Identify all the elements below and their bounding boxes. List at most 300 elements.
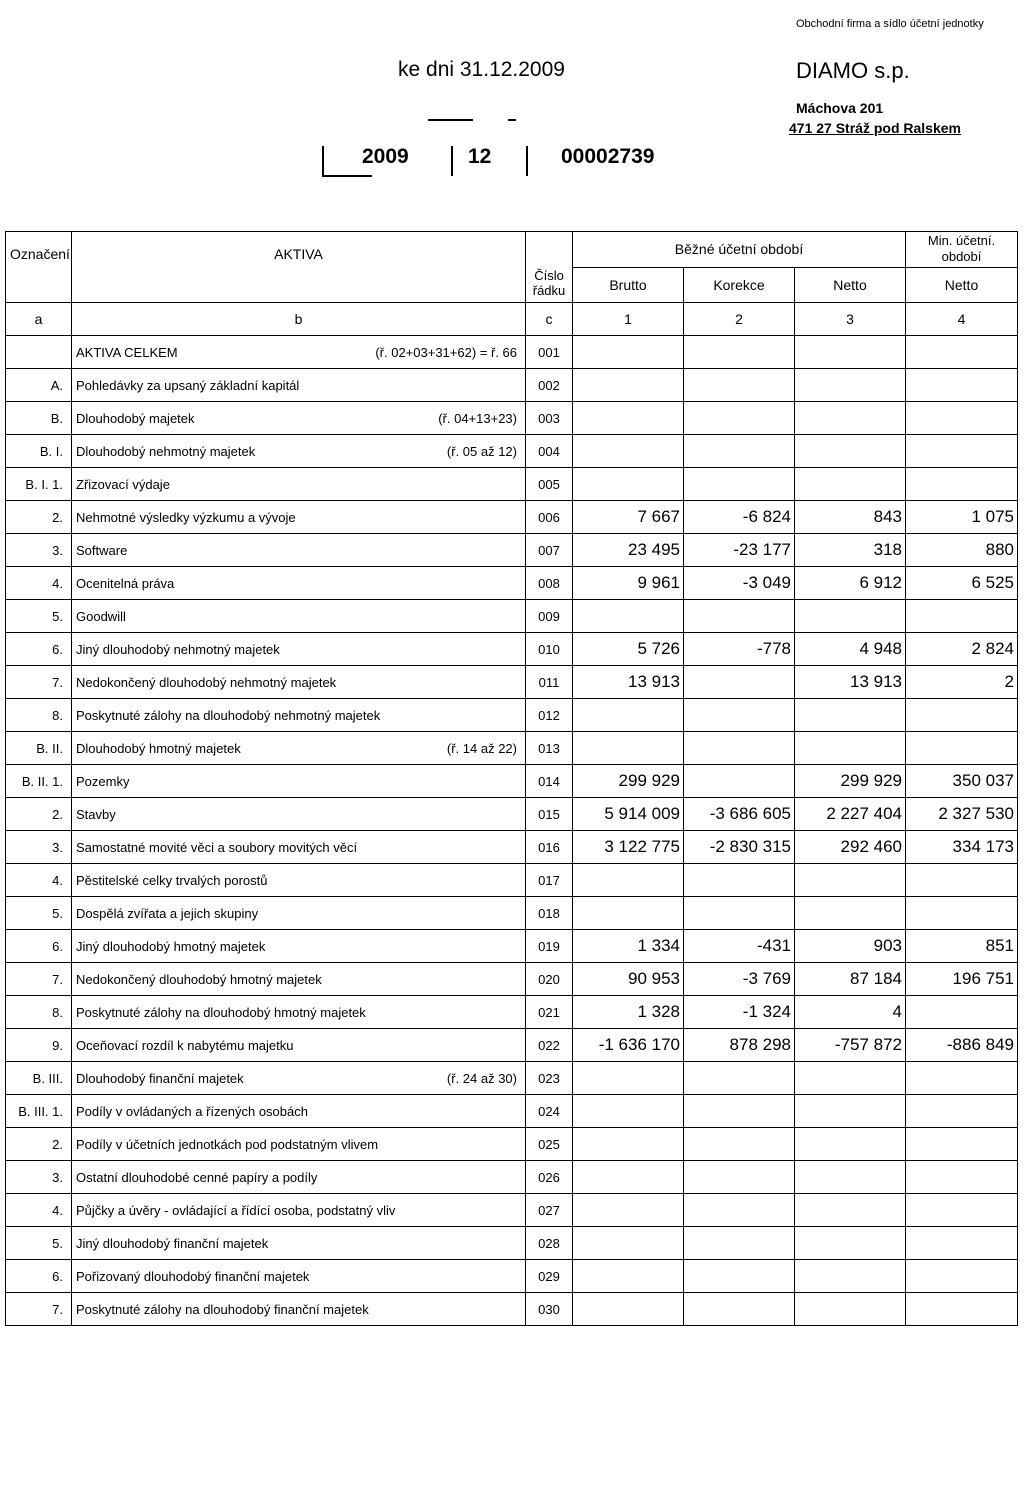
row-netto-prior: 2 — [906, 666, 1018, 699]
row-label-text: Dlouhodobý hmotný majetek — [76, 740, 241, 756]
row-code: 2. — [6, 1128, 72, 1161]
table-row — [6, 831, 1018, 864]
row-korekce: -2 830 315 — [684, 831, 795, 864]
row-code: 4. — [6, 1194, 72, 1227]
row-label — [72, 534, 526, 567]
id-ico: 00002739 — [561, 145, 655, 168]
row-number: 013 — [526, 732, 573, 765]
table-row — [6, 369, 1018, 402]
row-label — [72, 1194, 526, 1227]
id-month: 12 — [468, 145, 492, 168]
row-netto-prior — [906, 1128, 1018, 1161]
row-number: 002 — [526, 369, 573, 402]
table-row — [6, 1095, 1018, 1128]
row-number: 009 — [526, 600, 573, 633]
row-korekce — [684, 1161, 795, 1194]
table-row — [6, 930, 1018, 963]
row-netto-prior — [906, 732, 1018, 765]
row-netto — [795, 732, 906, 765]
table-row — [6, 1062, 1018, 1095]
table-row — [6, 1260, 1018, 1293]
table-row — [6, 534, 1018, 567]
id-box-bottom-border — [322, 175, 372, 177]
header-num-4: 4 — [906, 303, 1018, 336]
row-netto: 6 912 — [795, 567, 906, 600]
row-brutto — [573, 600, 684, 633]
row-code: B. I. 1. — [6, 468, 72, 501]
row-netto: 903 — [795, 930, 906, 963]
header-bezne-obdobi: Běžné účetní období — [573, 232, 906, 268]
row-korekce — [684, 1062, 795, 1095]
firm-name: DIAMO s.p. — [796, 58, 910, 83]
row-number: 030 — [526, 1293, 573, 1326]
row-korekce: -3 769 — [684, 963, 795, 996]
table-row — [6, 996, 1018, 1029]
row-brutto — [573, 864, 684, 897]
row-label-text: Oceňovací rozdíl k nabytému majetku — [76, 1037, 294, 1053]
id-year: 2009 — [362, 145, 409, 168]
row-code: 3. — [6, 1161, 72, 1194]
row-code: A. — [6, 369, 72, 402]
row-netto-prior — [906, 1095, 1018, 1128]
firm-street: Máchova 201 — [796, 100, 884, 116]
table-row — [6, 501, 1018, 534]
row-label — [72, 336, 526, 369]
row-netto: 87 184 — [795, 963, 906, 996]
row-netto-prior: 350 037 — [906, 765, 1018, 798]
row-netto — [795, 600, 906, 633]
row-code: B. II. — [6, 732, 72, 765]
row-netto-prior — [906, 1194, 1018, 1227]
row-label-text: Půjčky a úvěry - ovládající a řídící osoba, podstatný vliv — [76, 1202, 396, 1218]
row-label — [72, 501, 526, 534]
row-korekce — [684, 897, 795, 930]
row-brutto: 90 953 — [573, 963, 684, 996]
row-brutto: 5 726 — [573, 633, 684, 666]
row-korekce: -778 — [684, 633, 795, 666]
id-box-left-border — [322, 146, 324, 176]
row-label-text: Podíly v ovládaných a řízených osobách — [76, 1103, 308, 1119]
row-number: 006 — [526, 501, 573, 534]
row-netto: 292 460 — [795, 831, 906, 864]
row-code: 3. — [6, 831, 72, 864]
row-label-text: Zřizovací výdaje — [76, 476, 170, 492]
table-row — [6, 765, 1018, 798]
row-brutto — [573, 699, 684, 732]
table-row — [6, 435, 1018, 468]
row-korekce — [684, 336, 795, 369]
row-netto-prior — [906, 600, 1018, 633]
row-formula: (ř. 24 až 30) — [446, 1070, 517, 1086]
header-aktiva: AKTIVA — [72, 232, 526, 303]
row-label — [72, 1293, 526, 1326]
row-netto-prior — [906, 996, 1018, 1029]
row-netto — [795, 699, 906, 732]
row-label-text: Dlouhodobý finanční majetek — [76, 1070, 244, 1086]
id-box-top-mark — [428, 119, 473, 121]
row-korekce — [684, 1194, 795, 1227]
row-netto-prior: -886 849 — [906, 1029, 1018, 1062]
row-netto-prior — [906, 435, 1018, 468]
row-label-text: Poskytnuté zálohy na dlouhodobý nehmotný majetek — [76, 707, 381, 723]
row-number: 029 — [526, 1260, 573, 1293]
row-korekce: -1 324 — [684, 996, 795, 1029]
row-netto: 13 913 — [795, 666, 906, 699]
row-korekce: -23 177 — [684, 534, 795, 567]
row-brutto: 13 913 — [573, 666, 684, 699]
row-label — [72, 930, 526, 963]
row-label-text: Jiný dlouhodobý hmotný majetek — [76, 938, 266, 954]
row-netto-prior: 880 — [906, 534, 1018, 567]
row-netto — [795, 1128, 906, 1161]
row-number: 005 — [526, 468, 573, 501]
firm-city: 471 27 Stráž pod Ralskem — [789, 120, 961, 136]
row-label — [72, 765, 526, 798]
header-brutto: Brutto — [573, 267, 684, 303]
row-code: 6. — [6, 633, 72, 666]
row-label — [72, 1161, 526, 1194]
row-netto: 4 948 — [795, 633, 906, 666]
header-korekce: Korekce — [684, 267, 795, 303]
row-netto — [795, 1095, 906, 1128]
row-netto-prior — [906, 1260, 1018, 1293]
row-korekce — [684, 1128, 795, 1161]
row-code: 3. — [6, 534, 72, 567]
row-number: 001 — [526, 336, 573, 369]
row-netto-prior — [906, 864, 1018, 897]
row-code: 7. — [6, 1293, 72, 1326]
row-number: 017 — [526, 864, 573, 897]
row-korekce — [684, 1227, 795, 1260]
row-netto — [795, 1194, 906, 1227]
row-code: 5. — [6, 1227, 72, 1260]
row-code: 8. — [6, 699, 72, 732]
row-korekce: -3 049 — [684, 567, 795, 600]
row-code: 4. — [6, 567, 72, 600]
row-korekce: 878 298 — [684, 1029, 795, 1062]
row-label — [72, 1128, 526, 1161]
row-label — [72, 1029, 526, 1062]
row-brutto: 5 914 009 — [573, 798, 684, 831]
row-code: 5. — [6, 897, 72, 930]
row-netto: 2 227 404 — [795, 798, 906, 831]
row-netto — [795, 1062, 906, 1095]
row-code: 7. — [6, 963, 72, 996]
table-row — [6, 567, 1018, 600]
row-label-text: Ostatní dlouhodobé cenné papíry a podíly — [76, 1169, 318, 1185]
row-number: 003 — [526, 402, 573, 435]
row-netto — [795, 1260, 906, 1293]
row-korekce — [684, 369, 795, 402]
row-formula: (ř. 14 až 22) — [446, 740, 517, 756]
row-code: B. II. 1. — [6, 765, 72, 798]
row-label — [72, 1062, 526, 1095]
row-korekce: -431 — [684, 930, 795, 963]
row-number: 008 — [526, 567, 573, 600]
row-number: 007 — [526, 534, 573, 567]
row-netto-prior — [906, 897, 1018, 930]
row-brutto — [573, 897, 684, 930]
row-number: 022 — [526, 1029, 573, 1062]
row-label-text: Dospělá zvířata a jejich skupiny — [76, 905, 259, 921]
table-row — [6, 732, 1018, 765]
row-netto-prior: 334 173 — [906, 831, 1018, 864]
row-label — [72, 699, 526, 732]
id-box-top-dash — [508, 119, 516, 121]
row-brutto — [573, 1128, 684, 1161]
row-netto: 299 929 — [795, 765, 906, 798]
row-number: 020 — [526, 963, 573, 996]
row-brutto: 3 122 775 — [573, 831, 684, 864]
row-code: 2. — [6, 501, 72, 534]
header-letter-a: a — [6, 303, 72, 336]
table-row — [6, 1161, 1018, 1194]
row-label-text: Nedokončený dlouhodobý nehmotný majetek — [76, 674, 337, 690]
row-netto-prior — [906, 1293, 1018, 1326]
row-korekce — [684, 435, 795, 468]
row-label-text: Pěstitelské celky trvalých porostů — [76, 872, 268, 888]
header-letter-c: c — [526, 303, 573, 336]
table-row — [6, 1194, 1018, 1227]
row-netto-prior: 851 — [906, 930, 1018, 963]
row-number: 014 — [526, 765, 573, 798]
row-netto — [795, 336, 906, 369]
row-netto-prior — [906, 369, 1018, 402]
row-brutto — [573, 1095, 684, 1128]
row-korekce: -6 824 — [684, 501, 795, 534]
id-box-divider-2 — [526, 146, 528, 176]
row-brutto: 23 495 — [573, 534, 684, 567]
row-korekce — [684, 699, 795, 732]
row-label — [72, 369, 526, 402]
row-netto: 318 — [795, 534, 906, 567]
header-letter-b: b — [72, 303, 526, 336]
table-row — [6, 798, 1018, 831]
row-number: 019 — [526, 930, 573, 963]
row-korekce: -3 686 605 — [684, 798, 795, 831]
row-label-text: Poskytnuté zálohy na dlouhodobý hmotný majetek — [76, 1004, 366, 1020]
row-korekce — [684, 765, 795, 798]
row-label — [72, 798, 526, 831]
row-label-text: Dlouhodobý nehmotný majetek — [76, 443, 256, 459]
table-row — [6, 666, 1018, 699]
row-label-text: Pozemky — [76, 773, 130, 789]
row-brutto — [573, 1260, 684, 1293]
row-label — [72, 732, 526, 765]
row-code: 4. — [6, 864, 72, 897]
row-brutto: 7 667 — [573, 501, 684, 534]
row-netto — [795, 1293, 906, 1326]
row-label-text: Nehmotné výsledky výzkumu a vývoje — [76, 509, 296, 525]
row-netto — [795, 369, 906, 402]
row-brutto — [573, 1194, 684, 1227]
row-label — [72, 963, 526, 996]
row-netto — [795, 435, 906, 468]
row-label-text: AKTIVA CELKEM — [76, 344, 178, 360]
row-netto — [795, 897, 906, 930]
row-korekce — [684, 1293, 795, 1326]
row-korekce — [684, 1095, 795, 1128]
row-label — [72, 435, 526, 468]
row-brutto — [573, 468, 684, 501]
row-label — [72, 897, 526, 930]
row-label — [72, 468, 526, 501]
row-label — [72, 831, 526, 864]
row-netto-prior — [906, 699, 1018, 732]
row-code: 9. — [6, 1029, 72, 1062]
row-formula: (ř. 05 až 12) — [446, 443, 517, 459]
row-code: B. — [6, 402, 72, 435]
row-label-text: Stavby — [76, 806, 116, 822]
row-netto: -757 872 — [795, 1029, 906, 1062]
header-oznaceni: Označení — [6, 232, 72, 303]
row-brutto: 299 929 — [573, 765, 684, 798]
row-label-text: Goodwill — [76, 608, 126, 624]
row-brutto — [573, 1161, 684, 1194]
row-netto-prior — [906, 1161, 1018, 1194]
row-code: 6. — [6, 930, 72, 963]
row-number: 018 — [526, 897, 573, 930]
row-label — [72, 567, 526, 600]
row-netto-prior — [906, 1062, 1018, 1095]
table-row — [6, 897, 1018, 930]
header-netto-min: Netto — [906, 267, 1018, 303]
firm-caption: Obchodní firma a sídlo účetní jednotky — [796, 18, 984, 30]
row-korekce — [684, 600, 795, 633]
row-netto-prior — [906, 468, 1018, 501]
row-label-text: Poskytnuté zálohy na dlouhodobý finanční majetek — [76, 1301, 369, 1317]
row-brutto — [573, 1062, 684, 1095]
row-label-text: Software — [76, 542, 128, 558]
row-brutto — [573, 369, 684, 402]
row-code: 2. — [6, 798, 72, 831]
row-brutto: 9 961 — [573, 567, 684, 600]
row-label — [72, 1095, 526, 1128]
row-brutto: -1 636 170 — [573, 1029, 684, 1062]
row-number: 012 — [526, 699, 573, 732]
row-number: 023 — [526, 1062, 573, 1095]
row-korekce — [684, 468, 795, 501]
row-label — [72, 633, 526, 666]
table-row — [6, 699, 1018, 732]
row-number: 027 — [526, 1194, 573, 1227]
header-num-3: 3 — [795, 303, 906, 336]
row-netto: 4 — [795, 996, 906, 1029]
row-label — [72, 1227, 526, 1260]
header-cislo-radku: Číslo řádku — [526, 232, 573, 303]
row-korekce — [684, 1260, 795, 1293]
row-netto — [795, 864, 906, 897]
row-number: 016 — [526, 831, 573, 864]
table-row — [6, 864, 1018, 897]
row-label-text: Ocenitelná práva — [76, 575, 175, 591]
row-brutto — [573, 732, 684, 765]
row-netto-prior — [906, 336, 1018, 369]
row-number: 026 — [526, 1161, 573, 1194]
row-netto — [795, 1227, 906, 1260]
row-number: 024 — [526, 1095, 573, 1128]
row-label — [72, 864, 526, 897]
row-label — [72, 996, 526, 1029]
row-formula: (ř. 02+03+31+62) = ř. 66 — [375, 344, 517, 360]
row-code: B. III. — [6, 1062, 72, 1095]
row-code — [6, 336, 72, 369]
balance-sheet-table — [5, 231, 1018, 1326]
table-row — [6, 633, 1018, 666]
row-netto-prior: 2 824 — [906, 633, 1018, 666]
row-netto — [795, 468, 906, 501]
id-box-divider-1 — [451, 146, 453, 176]
row-number: 004 — [526, 435, 573, 468]
table-row — [6, 600, 1018, 633]
row-label-text: Nedokončený dlouhodobý hmotný majetek — [76, 971, 322, 987]
header-min-obdobi: Min. účetní. období — [906, 232, 1018, 268]
table-row — [6, 468, 1018, 501]
row-brutto — [573, 336, 684, 369]
header-netto: Netto — [795, 267, 906, 303]
row-netto — [795, 402, 906, 435]
row-netto-prior: 196 751 — [906, 963, 1018, 996]
row-label — [72, 402, 526, 435]
row-netto — [795, 1161, 906, 1194]
table-row — [6, 336, 1018, 369]
row-number: 010 — [526, 633, 573, 666]
table-row — [6, 963, 1018, 996]
row-netto-prior: 6 525 — [906, 567, 1018, 600]
row-korekce — [684, 864, 795, 897]
row-code: B. I. — [6, 435, 72, 468]
row-label-text: Podíly v účetních jednotkách pod podstatným vlivem — [76, 1136, 379, 1152]
row-label-text: Pohledávky za upsaný základní kapitál — [76, 377, 300, 393]
row-label-text: Pořizovaný dlouhodobý finanční majetek — [76, 1268, 310, 1284]
row-code: 7. — [6, 666, 72, 699]
row-korekce — [684, 666, 795, 699]
row-label — [72, 600, 526, 633]
row-number: 028 — [526, 1227, 573, 1260]
row-code: 5. — [6, 600, 72, 633]
row-label-text: Samostatné movité věci a soubory movitých věcí — [76, 839, 358, 855]
row-korekce — [684, 732, 795, 765]
row-brutto — [573, 435, 684, 468]
row-label-text: Jiný dlouhodobý finanční majetek — [76, 1235, 269, 1251]
header-num-2: 2 — [684, 303, 795, 336]
row-number: 025 — [526, 1128, 573, 1161]
row-netto: 843 — [795, 501, 906, 534]
row-korekce — [684, 402, 795, 435]
table-row — [6, 1227, 1018, 1260]
row-label-text: Jiný dlouhodobý nehmotný majetek — [76, 641, 280, 657]
row-number: 021 — [526, 996, 573, 1029]
row-netto-prior: 2 327 530 — [906, 798, 1018, 831]
row-number: 015 — [526, 798, 573, 831]
row-label-text: Dlouhodobý majetek — [76, 410, 195, 426]
row-code: 8. — [6, 996, 72, 1029]
row-code: 6. — [6, 1260, 72, 1293]
row-netto-prior — [906, 1227, 1018, 1260]
table-row — [6, 1293, 1018, 1326]
row-brutto: 1 334 — [573, 930, 684, 963]
row-number: 011 — [526, 666, 573, 699]
row-formula: (ř. 04+13+23) — [438, 410, 517, 426]
row-brutto — [573, 402, 684, 435]
row-netto-prior — [906, 402, 1018, 435]
row-label — [72, 1260, 526, 1293]
row-netto-prior: 1 075 — [906, 501, 1018, 534]
row-brutto — [573, 1293, 684, 1326]
row-brutto — [573, 1227, 684, 1260]
header-num-1: 1 — [573, 303, 684, 336]
row-code: B. III. 1. — [6, 1095, 72, 1128]
